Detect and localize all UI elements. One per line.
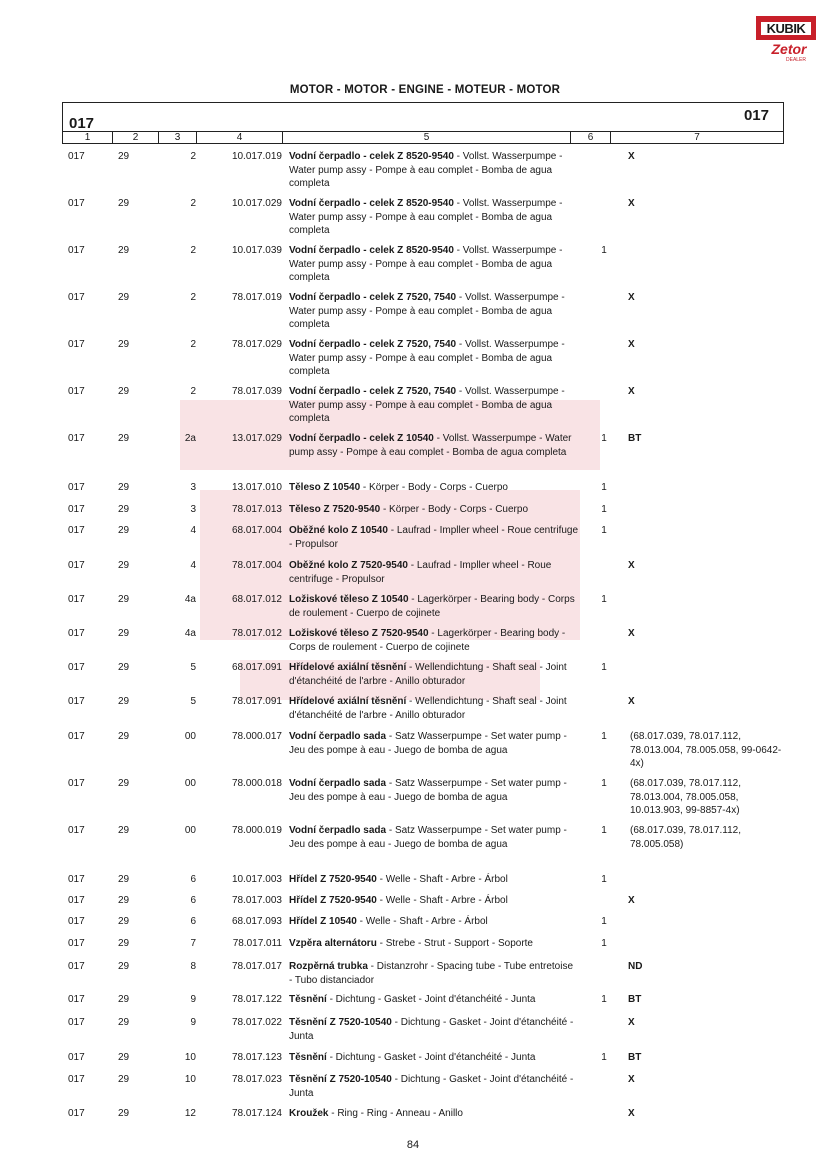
cell-description <box>289 993 579 1007</box>
cell-part-number: 78.017.123 <box>231 1052 282 1063</box>
cell-subgroup: 29 <box>118 292 130 303</box>
part-name: Vodní čerpadlo sada <box>289 825 387 836</box>
cell-position: 9 <box>190 1017 196 1028</box>
part-name: Vodní čerpadlo - celek Z 7520, 7540 <box>289 339 457 350</box>
cell-position: 5 <box>190 696 196 707</box>
cell-quantity: 1 <box>601 482 607 493</box>
cell-position: 4 <box>190 525 196 536</box>
logo-brand-sub: DEALER <box>786 57 807 63</box>
cell-part-number: 78.017.013 <box>231 504 282 515</box>
part-name: Ložiskové těleso Z 10540 <box>289 594 409 605</box>
cell-subgroup: 29 <box>118 938 130 949</box>
cell-description <box>289 593 579 620</box>
cell-group: 017 <box>68 916 85 927</box>
cell-position: 00 <box>184 778 196 789</box>
cell-note: X <box>628 151 635 162</box>
cell-description <box>289 894 579 908</box>
part-name: Vodní čerpadlo sada <box>289 731 387 742</box>
part-translations: - Vollst. Wasserpumpe - Water pump assy - Pompe à eau complet - Bomba de agua completa <box>289 245 563 283</box>
part-translations: - Vollst. Wasserpumpe - Water pump assy - Pompe à eau complet - Bomba de agua completa <box>289 198 563 236</box>
part-name: Vodní čerpadlo - celek Z 8520-9540 <box>289 198 454 209</box>
cell-quantity: 1 <box>601 874 607 885</box>
cell-quantity: 1 <box>601 245 607 256</box>
cell-position: 6 <box>190 874 196 885</box>
cell-part-number: 68.017.004 <box>231 525 282 536</box>
cell-part-number: 78.017.003 <box>231 895 282 906</box>
cell-position: 00 <box>184 731 196 742</box>
cell-position: 12 <box>184 1108 196 1119</box>
part-translations: - Satz Wasserpumpe - Set water pump - Jeu des pompe à eau - Juego de bomba de agua <box>289 731 567 756</box>
cell-description <box>289 1016 579 1043</box>
cell-position: 7 <box>190 938 196 949</box>
cell-group: 017 <box>68 433 85 444</box>
cell-group: 017 <box>68 778 85 789</box>
cell-subgroup: 29 <box>118 560 130 571</box>
page-number: 84 <box>406 1139 420 1151</box>
cell-subgroup: 29 <box>118 525 130 536</box>
table-header-box <box>62 102 784 144</box>
column-number-row <box>63 131 783 143</box>
cell-part-number: 10.017.029 <box>231 198 282 209</box>
cell-subgroup: 29 <box>118 778 130 789</box>
cell-part-number: 78.017.012 <box>231 628 282 639</box>
part-name: Vodní čerpadlo - celek Z 7520, 7540 <box>289 386 457 397</box>
part-translations: - Laufrad - Impller wheel - Roue centrifuge - Propulsor <box>289 525 579 550</box>
cell-part-number: 78.017.004 <box>231 560 282 571</box>
cell-subgroup: 29 <box>118 696 130 707</box>
cell-position: 6 <box>190 916 196 927</box>
cell-note: ND <box>628 961 643 972</box>
cell-note: X <box>628 1108 635 1119</box>
part-name: Oběžné kolo Z 10540 <box>289 525 388 536</box>
part-name: Vodní čerpadlo sada <box>289 778 387 789</box>
cell-description <box>289 197 579 238</box>
cell-group: 017 <box>68 504 85 515</box>
cell-note: (68.017.039, 78.017.112, 78.005.058) <box>630 825 742 850</box>
logo-top-badge <box>756 16 816 40</box>
cell-part-number: 78.017.023 <box>231 1074 282 1085</box>
cell-part-number: 13.017.029 <box>231 433 282 444</box>
cell-description <box>289 960 579 987</box>
cell-subgroup: 29 <box>118 1108 130 1119</box>
part-name: Hřídelové axiální těsnění <box>289 662 407 673</box>
cell-description <box>289 873 579 887</box>
cell-subgroup: 29 <box>118 504 130 515</box>
cell-group: 017 <box>68 1108 85 1119</box>
part-translations: - Welle - Shaft - Arbre - Árbol <box>376 874 508 885</box>
part-translations: - Wellendichtung - Shaft seal - Joint d'étanchéité de l'arbre - Anillo obturador <box>289 696 567 721</box>
cell-note: X <box>628 696 635 707</box>
group-code-right: 017 <box>743 107 769 124</box>
cell-group: 017 <box>68 1074 85 1085</box>
cell-description <box>289 627 579 654</box>
cell-description <box>289 481 579 495</box>
cell-group: 017 <box>68 245 85 256</box>
cell-part-number: 78.017.011 <box>232 938 282 949</box>
cell-subgroup: 29 <box>118 1074 130 1085</box>
cell-subgroup: 29 <box>118 662 130 673</box>
part-name: Vodní čerpadlo - celek Z 8520-9540 <box>289 245 454 256</box>
part-name: Těsnění Z 7520-10540 <box>289 1074 392 1085</box>
cell-subgroup: 29 <box>118 895 130 906</box>
cell-part-number: 68.017.012 <box>231 594 282 605</box>
cell-subgroup: 29 <box>118 994 130 1005</box>
cell-part-number: 78.017.039 <box>231 386 282 397</box>
cell-part-number: 10.017.019 <box>231 151 282 162</box>
part-name: Hřídel Z 7520-9540 <box>289 895 377 906</box>
cell-description <box>289 1051 579 1065</box>
cell-part-number: 78.000.019 <box>231 825 282 836</box>
cell-position: 10 <box>184 1052 196 1063</box>
cell-quantity: 1 <box>601 825 607 836</box>
cell-group: 017 <box>68 560 85 571</box>
cell-description <box>289 730 579 757</box>
cell-part-number: 68.017.091 <box>231 662 282 673</box>
cell-note: X <box>628 628 635 639</box>
cell-description <box>289 432 579 459</box>
part-translations: - Dichtung - Gasket - Joint d'étanchéité - Junta <box>289 1074 574 1099</box>
cell-description <box>289 1073 579 1100</box>
part-translations: - Vollst. Wasserpumpe - Water pump assy - Pompe à eau complet - Bomba de agua completa <box>289 433 572 458</box>
cell-quantity: 1 <box>601 1052 607 1063</box>
cell-position: 10 <box>184 1074 196 1085</box>
cell-note: X <box>628 1074 635 1085</box>
cell-subgroup: 29 <box>118 731 130 742</box>
cell-quantity: 1 <box>601 778 607 789</box>
part-translations: - Welle - Shaft - Arbre - Árbol <box>376 895 508 906</box>
cell-description <box>289 937 579 951</box>
column-header-7: 7 <box>694 132 700 143</box>
cell-note: X <box>628 339 635 350</box>
part-translations: - Körper - Body - Corps - Cuerpo <box>380 504 528 515</box>
cell-description <box>289 244 579 285</box>
cell-group: 017 <box>68 525 85 536</box>
part-translations: - Wellendichtung - Shaft seal - Joint d'étanchéité de l'arbre - Anillo obturador <box>289 662 567 687</box>
group-code-left: 017 <box>69 115 95 132</box>
cell-quantity: 1 <box>601 525 607 536</box>
cell-quantity: 1 <box>601 594 607 605</box>
cell-quantity: 1 <box>601 916 607 927</box>
part-translations: - Dichtung - Gasket - Joint d'étanchéité - Junta <box>326 994 536 1005</box>
column-header-1: 1 <box>63 132 113 144</box>
cell-description <box>289 291 579 332</box>
cell-subgroup: 29 <box>118 961 130 972</box>
cell-description <box>289 1107 579 1121</box>
part-translations: - Satz Wasserpumpe - Set water pump - Jeu des pompe à eau - Juego de bomba de agua <box>289 778 567 803</box>
cell-note: X <box>628 1017 635 1028</box>
cell-subgroup: 29 <box>118 916 130 927</box>
cell-subgroup: 29 <box>118 825 130 836</box>
cell-part-number: 78.017.017 <box>231 961 282 972</box>
part-name: Vodní čerpadlo - celek Z 10540 <box>289 433 434 444</box>
part-translations: - Lagerkörper - Bearing body - Corps de roulement - Cuerpo de cojinete <box>289 628 566 653</box>
cell-position: 3 <box>190 504 196 515</box>
cell-group: 017 <box>68 1017 85 1028</box>
cell-part-number: 78.017.091 <box>231 696 282 707</box>
cell-subgroup: 29 <box>118 245 130 256</box>
column-header-4: 4 <box>197 132 283 144</box>
cell-group: 017 <box>68 198 85 209</box>
cell-note: BT <box>628 994 642 1005</box>
cell-description <box>289 824 579 851</box>
part-translations: - Welle - Shaft - Arbre - Árbol <box>356 916 488 927</box>
cell-group: 017 <box>68 482 85 493</box>
cell-subgroup: 29 <box>118 433 130 444</box>
cell-part-number: 78.017.124 <box>231 1108 282 1119</box>
cell-subgroup: 29 <box>118 339 130 350</box>
part-name: Vodní čerpadlo - celek Z 7520, 7540 <box>289 292 457 303</box>
logo-brand-top: KUBIK <box>761 22 811 35</box>
cell-note: (68.017.039, 78.017.112, 78.013.004, 78.005.058, 99-0642-4x) <box>630 731 782 769</box>
cell-part-number: 78.017.019 <box>231 292 282 303</box>
cell-subgroup: 29 <box>118 151 130 162</box>
cell-position: 2 <box>190 292 196 303</box>
cell-note: X <box>628 292 635 303</box>
page-heading: MOTOR - MOTOR - ENGINE - MOTEUR - MOTOR <box>289 84 561 96</box>
cell-position: 9 <box>190 994 196 1005</box>
cell-quantity: 1 <box>601 994 607 1005</box>
part-translations: - Distanzrohr - Spacing tube - Tube entretoise - Tubo distanciador <box>289 961 574 986</box>
part-name: Oběžné kolo Z 7520-9540 <box>289 560 408 571</box>
cell-note: X <box>628 895 635 906</box>
cell-description <box>289 524 579 551</box>
part-translations: - Dichtung - Gasket - Joint d'étanchéité - Junta <box>326 1052 536 1063</box>
cell-part-number: 10.017.003 <box>231 874 282 885</box>
cell-position: 2 <box>190 339 196 350</box>
cell-description <box>289 338 579 379</box>
cell-quantity: 1 <box>601 731 607 742</box>
cell-group: 017 <box>68 386 85 397</box>
cell-group: 017 <box>68 151 85 162</box>
part-name: Rozpěrná trubka <box>289 961 368 972</box>
cell-position: 3 <box>190 482 196 493</box>
cell-group: 017 <box>68 696 85 707</box>
cell-quantity: 1 <box>601 662 607 673</box>
part-translations: - Vollst. Wasserpumpe - Water pump assy - Pompe à eau complet - Bomba de agua completa <box>289 386 565 424</box>
cell-description <box>289 915 579 929</box>
cell-subgroup: 29 <box>118 386 130 397</box>
kubik-zetor-logo <box>756 16 816 64</box>
cell-group: 017 <box>68 961 85 972</box>
cell-position: 5 <box>190 662 196 673</box>
cell-note: X <box>628 386 635 397</box>
cell-description <box>289 661 579 688</box>
cell-group: 017 <box>68 1052 85 1063</box>
cell-description <box>289 777 579 804</box>
cell-quantity: 1 <box>601 433 607 444</box>
cell-position: 2 <box>190 151 196 162</box>
cell-part-number: 78.017.122 <box>231 994 282 1005</box>
column-header-3: 3 <box>159 132 197 144</box>
cell-description <box>289 695 579 722</box>
cell-part-number: 78.000.018 <box>231 778 282 789</box>
cell-group: 017 <box>68 895 85 906</box>
cell-part-number: 10.017.039 <box>231 245 282 256</box>
cell-group: 017 <box>68 662 85 673</box>
cell-part-number: 78.017.022 <box>231 1017 282 1028</box>
part-translations: - Lagerkörper - Bearing body - Corps de roulement - Cuerpo de cojinete <box>289 594 575 619</box>
part-translations: - Ring - Ring - Anneau - Anillo <box>328 1108 463 1119</box>
part-name: Kroužek <box>289 1108 329 1119</box>
cell-description <box>289 150 579 191</box>
cell-position: 4 <box>190 560 196 571</box>
cell-position: 4a <box>184 594 196 605</box>
cell-group: 017 <box>68 874 85 885</box>
cell-note: BT <box>628 433 642 444</box>
cell-description <box>289 559 579 586</box>
cell-group: 017 <box>68 339 85 350</box>
part-translations: - Vollst. Wasserpumpe - Water pump assy - Pompe à eau complet - Bomba de agua completa <box>289 339 565 377</box>
logo-brand-bottom: Zetor <box>771 41 807 57</box>
cell-note: BT <box>628 1052 642 1063</box>
part-name: Hřídel Z 7520-9540 <box>289 874 377 885</box>
cell-subgroup: 29 <box>118 1052 130 1063</box>
part-name: Ložiskové těleso Z 7520-9540 <box>289 628 429 639</box>
cell-group: 017 <box>68 594 85 605</box>
cell-subgroup: 29 <box>118 198 130 209</box>
cell-position: 6 <box>190 895 196 906</box>
cell-quantity: 1 <box>601 938 607 949</box>
column-header-2: 2 <box>113 132 159 144</box>
cell-position: 8 <box>190 961 196 972</box>
cell-group: 017 <box>68 628 85 639</box>
cell-position: 00 <box>184 825 196 836</box>
cell-subgroup: 29 <box>118 874 130 885</box>
column-header-6: 6 <box>571 132 611 144</box>
part-name: Hřídelové axiální těsnění <box>289 696 407 707</box>
cell-subgroup: 29 <box>118 482 130 493</box>
part-name: Hřídel Z 10540 <box>289 916 357 927</box>
part-name: Těleso Z 10540 <box>289 482 361 493</box>
part-translations: - Satz Wasserpumpe - Set water pump - Jeu des pompe à eau - Juego de bomba de agua <box>289 825 567 850</box>
cell-group: 017 <box>68 825 85 836</box>
part-name: Vzpěra alternátoru <box>289 938 377 949</box>
cell-subgroup: 29 <box>118 628 130 639</box>
cell-description <box>289 385 579 426</box>
cell-note: (68.017.039, 78.017.112, 78.013.004, 78.005.058, 10.013.903, 99-8857-4x) <box>630 778 742 816</box>
cell-part-number: 68.017.093 <box>231 916 282 927</box>
cell-position: 2 <box>190 198 196 209</box>
cell-quantity: 1 <box>601 504 607 515</box>
cell-group: 017 <box>68 994 85 1005</box>
cell-note: X <box>628 560 635 571</box>
cell-subgroup: 29 <box>118 1017 130 1028</box>
cell-part-number: 78.000.017 <box>231 731 282 742</box>
part-translations: - Dichtung - Gasket - Joint d'étanchéité - Junta <box>289 1017 574 1042</box>
part-name: Vodní čerpadlo - celek Z 8520-9540 <box>289 151 454 162</box>
cell-subgroup: 29 <box>118 594 130 605</box>
cell-note: X <box>628 198 635 209</box>
part-name: Těleso Z 7520-9540 <box>289 504 381 515</box>
part-translations: - Vollst. Wasserpumpe - Water pump assy - Pompe à eau complet - Bomba de agua completa <box>289 292 565 330</box>
cell-position: 2 <box>190 245 196 256</box>
part-translations: - Vollst. Wasserpumpe - Water pump assy - Pompe à eau complet - Bomba de agua completa <box>289 151 563 189</box>
cell-description <box>289 503 579 517</box>
cell-group: 017 <box>68 292 85 303</box>
part-translations: - Strebe - Strut - Support - Soporte <box>376 938 533 949</box>
cell-position: 2 <box>190 386 196 397</box>
part-name: Těsnění <box>289 1052 327 1063</box>
cell-part-number: 13.017.010 <box>231 482 282 493</box>
part-translations: - Laufrad - Impller wheel - Roue centrifuge - Propulsor <box>289 560 552 585</box>
part-name: Těsnění Z 7520-10540 <box>289 1017 392 1028</box>
part-name: Těsnění <box>289 994 327 1005</box>
cell-position: 2a <box>184 433 196 444</box>
part-translations: - Körper - Body - Corps - Cuerpo <box>360 482 508 493</box>
cell-group: 017 <box>68 731 85 742</box>
column-header-5: 5 <box>283 132 571 144</box>
cell-part-number: 78.017.029 <box>231 339 282 350</box>
cell-group: 017 <box>68 938 85 949</box>
cell-position: 4a <box>184 628 196 639</box>
